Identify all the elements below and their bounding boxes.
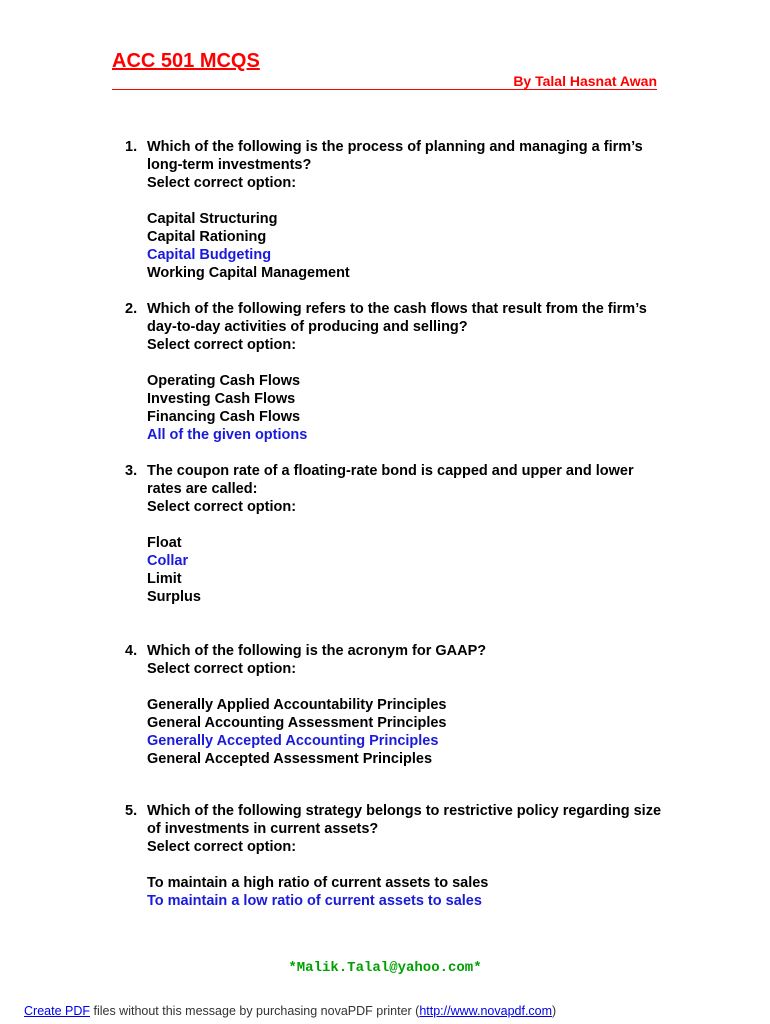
option: Generally Applied Accountability Principles xyxy=(147,697,447,713)
option: Financing Cash Flows xyxy=(147,409,301,425)
option: Operating Cash Flows xyxy=(147,373,301,389)
select-option-prompt: Select correct option: xyxy=(147,839,297,855)
question-text: The coupon rate of a floating-rate bond is capped and upper and lower rates are called: xyxy=(147,463,634,497)
select-option-prompt: Select correct option: xyxy=(147,337,297,353)
select-option-prompt: Select correct option: xyxy=(147,661,297,677)
option: General Accounting Assessment Principles xyxy=(147,715,447,731)
author-email: *Malik.Talal@yahoo.com* xyxy=(288,960,482,976)
correct-option: Generally Accepted Accounting Principles xyxy=(147,733,439,749)
correct-option: Capital Budgeting xyxy=(147,247,272,263)
option: Capital Structuring xyxy=(147,211,278,227)
question-number: 4. xyxy=(125,643,138,659)
option-list xyxy=(147,696,672,768)
question-text: Which of the following strategy belongs to restrictive policy regarding size of investments in current assets? xyxy=(147,803,662,837)
question-text: Which of the following is the acronym for GAAP? xyxy=(147,643,487,659)
question-number: 5. xyxy=(125,803,138,819)
select-option-prompt: Select correct option: xyxy=(147,499,297,515)
option: Working Capital Management xyxy=(147,265,350,281)
pdf-footer xyxy=(24,1004,556,1018)
footer-text-end: ) xyxy=(552,1004,557,1018)
question-number: 3. xyxy=(125,463,138,479)
correct-option: Collar xyxy=(147,553,189,569)
option: Capital Rationing xyxy=(147,229,267,245)
option: Limit xyxy=(147,571,182,587)
option: General Accepted Assessment Principles xyxy=(147,751,433,767)
author-line: By Talal Hasnat Awan xyxy=(513,73,657,89)
question-list xyxy=(112,138,672,910)
option-list xyxy=(147,534,672,606)
question-3 xyxy=(112,462,672,606)
question-5 xyxy=(112,802,672,910)
question-1 xyxy=(112,138,672,282)
option: Surplus xyxy=(147,589,201,605)
question-text: Which of the following is the process of planning and managing a firm’s long-term investments? xyxy=(147,139,643,173)
correct-option: To maintain a low ratio of current assets to sales xyxy=(147,893,482,909)
document-title: ACC 501 MCQS xyxy=(112,50,260,72)
correct-option: All of the given options xyxy=(147,427,308,443)
question-number: 2. xyxy=(125,301,138,317)
option-list xyxy=(147,874,672,910)
question-number: 1. xyxy=(125,139,138,155)
title-divider xyxy=(112,89,657,90)
novapdf-url-link[interactable]: http://www.novapdf.com xyxy=(419,1004,553,1018)
option-list xyxy=(147,372,672,444)
create-pdf-link[interactable]: Create PDF xyxy=(24,1004,90,1018)
select-option-prompt: Select correct option: xyxy=(147,175,297,191)
question-4 xyxy=(112,642,672,768)
option: To maintain a high ratio of current assets to sales xyxy=(147,875,489,891)
option: Investing Cash Flows xyxy=(147,391,296,407)
option: Float xyxy=(147,535,182,551)
question-2 xyxy=(112,300,672,444)
question-text: Which of the following refers to the cash flows that result from the firm’s day-to-day activities of producing and selling? xyxy=(147,301,647,335)
footer-text: files without this message by purchasing novaPDF printer ( xyxy=(90,1004,420,1018)
option-list xyxy=(147,210,672,282)
